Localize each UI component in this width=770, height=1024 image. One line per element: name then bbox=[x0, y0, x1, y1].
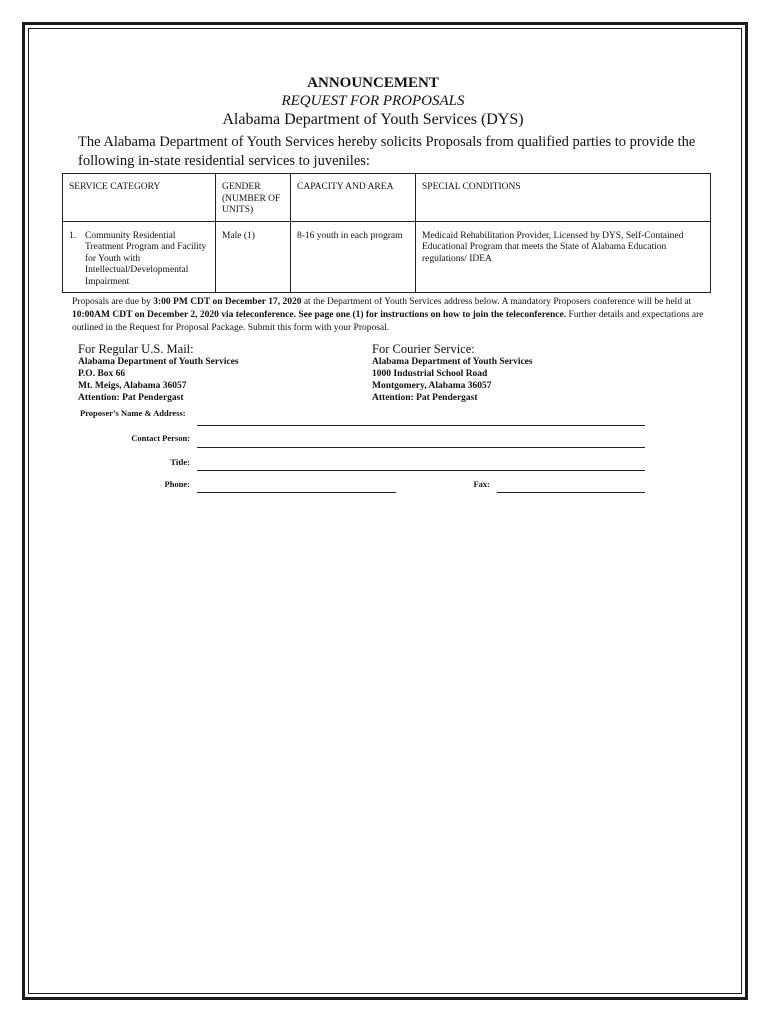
mail-line-2: P.O. Box 66 bbox=[78, 369, 126, 379]
phone-field[interactable] bbox=[197, 492, 396, 493]
agency-name: Alabama Department of Youth Services (DYS) bbox=[222, 111, 524, 128]
announcement-header bbox=[0, 74, 746, 130]
notice-conference: 10:00AM CDT on December 2, 2020 via teleconference. See page one (1) for instructions on how to join the teleconference. bbox=[72, 310, 567, 320]
cell-gender: Male (1) bbox=[216, 221, 291, 293]
courier-label: For Courier Service: bbox=[372, 342, 475, 356]
mail-address-block bbox=[78, 342, 239, 404]
cell-capacity: 8-16 youth in each program bbox=[291, 221, 416, 293]
title-label: Title: bbox=[170, 457, 190, 467]
announcement-title: ANNOUNCEMENT bbox=[307, 75, 439, 91]
title-field[interactable] bbox=[197, 470, 645, 471]
courier-line-1: Alabama Department of Youth Services bbox=[372, 357, 533, 367]
proposal-notice bbox=[72, 296, 712, 335]
mail-line-1: Alabama Department of Youth Services bbox=[78, 357, 239, 367]
courier-line-4: Attention: Pat Pendergast bbox=[372, 393, 478, 403]
service-category-text: Community Residential Treatment Program and Facility for Youth with Intellectual/Developmental Impairment bbox=[85, 230, 207, 287]
cell-special-conditions: Medicaid Rehabilitation Provider, Licensed by DYS, Self-Contained Educational Program that meets the State of Alabama Education regulations/ IDEA bbox=[416, 221, 711, 293]
header-service-category: SERVICE CATEGORY bbox=[63, 174, 216, 222]
intro-paragraph: The Alabama Department of Youth Services hereby solicits Proposals from qualified parties to provide the following in-state residential services to juveniles: bbox=[78, 134, 696, 169]
proposer-name-field[interactable] bbox=[197, 425, 645, 426]
header-capacity: CAPACITY AND AREA bbox=[291, 174, 416, 222]
phone-label: Phone: bbox=[164, 479, 190, 489]
notice-due-date: 3:00 PM CDT on December 17, 2020 bbox=[153, 297, 302, 307]
rfp-subtitle: REQUEST FOR PROPOSALS bbox=[281, 93, 465, 109]
table-header-row bbox=[63, 174, 711, 222]
notice-text-2: at the Department of Youth Services address below. A mandatory Proposers conference will be held at bbox=[301, 297, 692, 307]
mail-line-4: Attention: Pat Pendergast bbox=[78, 393, 184, 403]
header-gender: GENDER (NUMBER OF UNITS) bbox=[216, 174, 291, 222]
services-table bbox=[62, 173, 711, 293]
contact-person-label: Contact Person: bbox=[131, 433, 190, 443]
row-number: 1. bbox=[69, 230, 77, 241]
proposer-name-label: Proposer’s Name & Address: bbox=[80, 408, 186, 418]
courier-line-3: Montgomery, Alabama 36057 bbox=[372, 381, 492, 391]
fax-label: Fax: bbox=[473, 479, 490, 489]
mail-line-3: Mt. Meigs, Alabama 36057 bbox=[78, 381, 187, 391]
courier-address-block bbox=[372, 342, 533, 404]
header-special-conditions: SPECIAL CONDITIONS bbox=[416, 174, 711, 222]
notice-text-1: Proposals are due by bbox=[72, 297, 154, 307]
table-row bbox=[63, 221, 711, 293]
cell-service-category bbox=[63, 221, 216, 293]
notice-text-3: Further details and expectations are outlined in the Request for Proposal Package. Submit this form with your Proposal. bbox=[72, 310, 704, 333]
mail-label: For Regular U.S. Mail: bbox=[78, 342, 194, 356]
fax-field[interactable] bbox=[497, 492, 645, 493]
courier-line-2: 1000 Industrial School Road bbox=[372, 369, 488, 379]
contact-person-field[interactable] bbox=[197, 447, 645, 448]
